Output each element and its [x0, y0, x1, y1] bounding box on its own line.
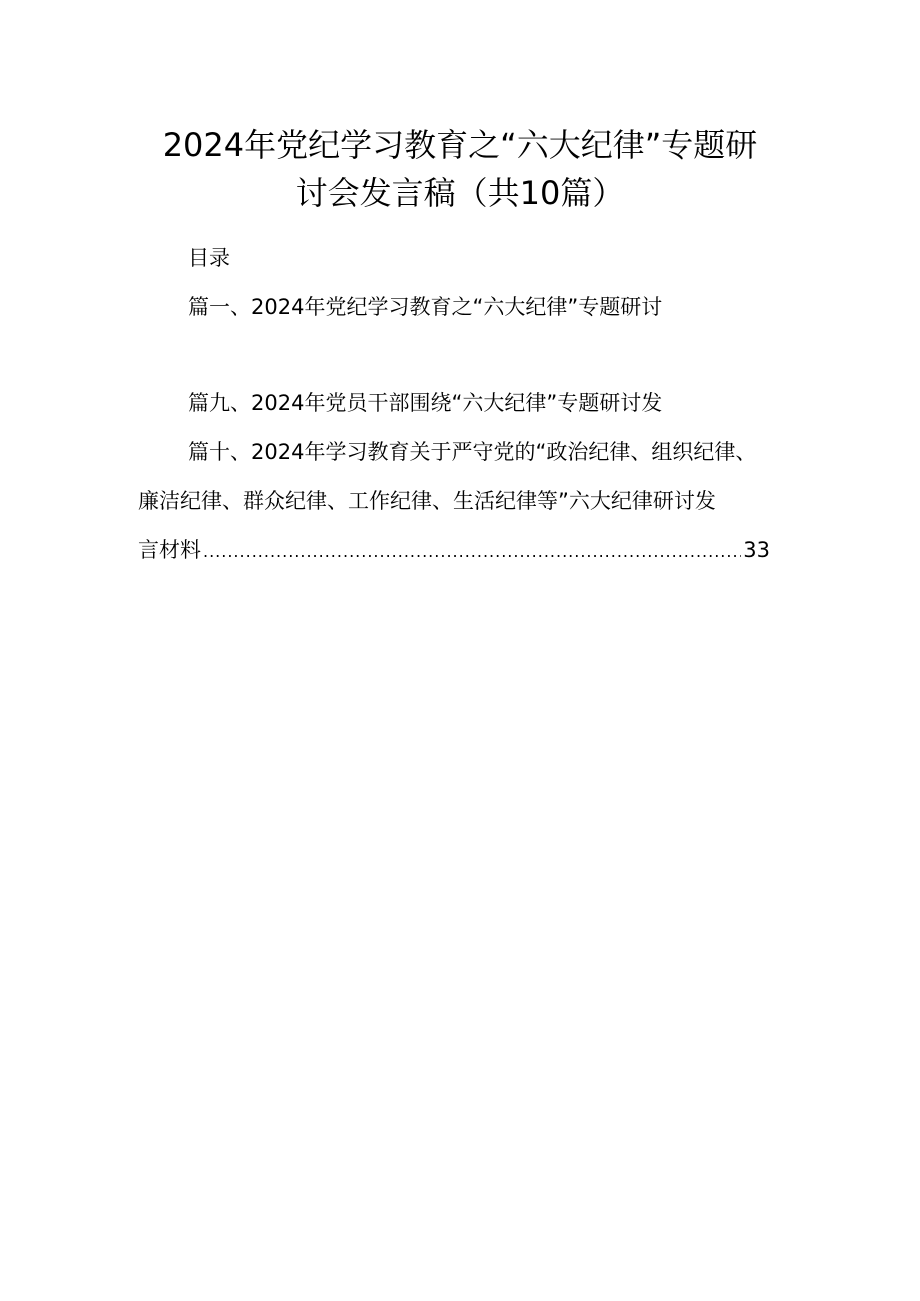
document-title-line-2: 讨会发言稿（共10篇） [295, 174, 625, 212]
toc-dot-leader [203, 536, 741, 568]
toc-page-number: 33 [743, 538, 770, 562]
document-title-line-1: 2024年党纪学习教育之“六大纪律”专题研 [162, 126, 758, 164]
toc-entry-10-line-1[interactable]: 篇十、2024年学习教育关于严守党的“政治纪律、组织纪律、 [188, 440, 757, 464]
toc-entry-10-text: 言材料 [138, 538, 201, 562]
toc-entry-10-line-3[interactable] [138, 534, 770, 568]
toc-heading: 目录 [188, 246, 230, 270]
toc-entry-9[interactable]: 篇九、2024年党员干部围绕“六大纪律”专题研讨发 [188, 391, 663, 415]
toc-entry-1[interactable]: 篇一、2024年党纪学习教育之“六大纪律”专题研讨 [188, 295, 663, 319]
toc-entry-10-line-2[interactable]: 廉洁纪律、群众纪律、工作纪律、生活纪律等”六大纪律研讨发 [138, 489, 716, 513]
